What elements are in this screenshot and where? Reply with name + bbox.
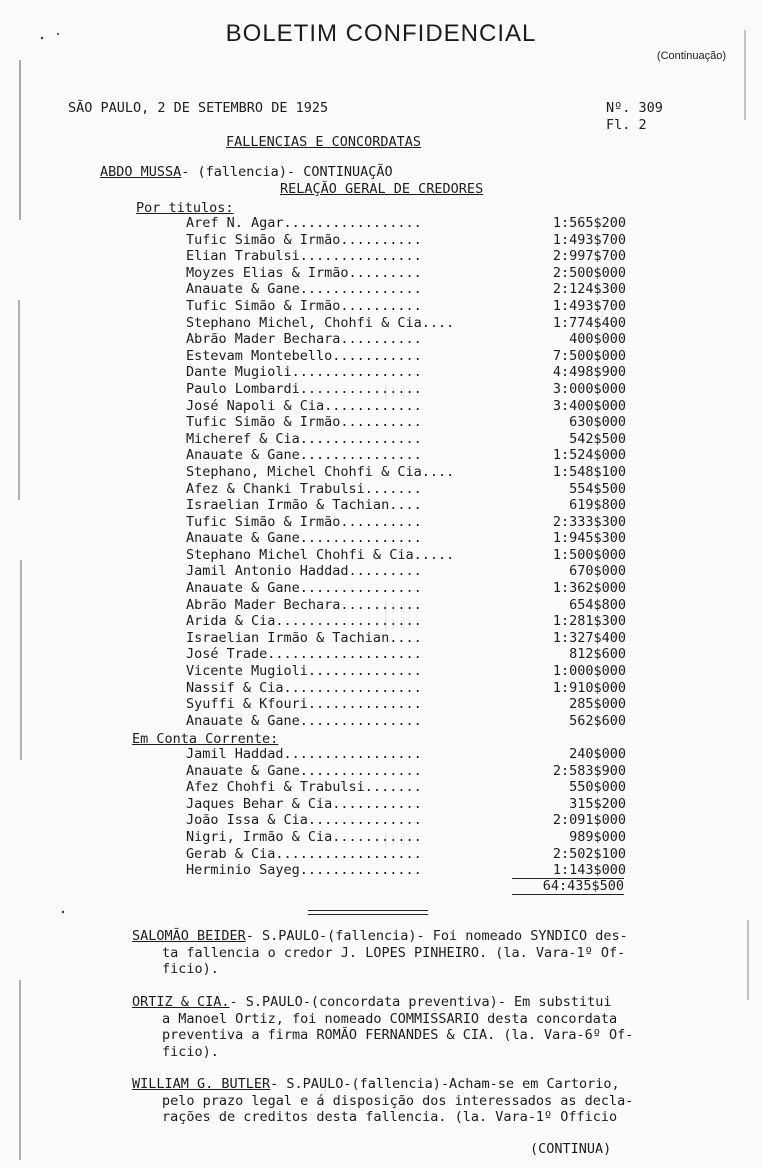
creditor-name: Elian Trabulsi...............: [186, 248, 422, 265]
creditor-row: [186, 364, 626, 381]
notice-subject: ORTIZ & CIA.: [132, 994, 230, 1010]
creditor-amount: 285$000: [569, 696, 626, 713]
creditor-name: Gerab & Cia..................: [186, 845, 422, 862]
titulos-label: Por titulos:: [136, 200, 234, 216]
creditor-row: [186, 763, 626, 780]
notice-subject: SALOMÃO BEIDER: [132, 928, 246, 944]
creditor-amount: 630$000: [569, 414, 626, 431]
place-date: SÃO PAULO, 2 DE SETEMBRO DE 1925: [68, 100, 329, 116]
creditor-row: [186, 530, 626, 547]
creditor-name: Jamil Haddad.................: [186, 746, 422, 762]
creditor-amount: 1:565$200: [552, 215, 626, 231]
creditor-row: [186, 265, 626, 282]
creditor-name: Afez & Chanki Trabulsi.......: [186, 480, 422, 497]
creditor-name: Paulo Lombardi...............: [186, 380, 422, 397]
creditor-row: [186, 232, 626, 249]
creditor-name: Anauate & Gane...............: [186, 762, 422, 779]
creditor-row: [186, 796, 626, 813]
notice-ortiz-cia: [132, 994, 732, 1060]
page-number: Fl. 2: [606, 117, 647, 133]
creditor-name: Anauate & Gane...............: [186, 530, 422, 547]
creditor-row: [186, 663, 626, 680]
creditor-name: Anauate & Gane...............: [186, 580, 422, 597]
creditor-amount: 2:502$100: [552, 845, 626, 862]
creditor-amount: 989$000: [569, 828, 626, 845]
creditor-name: Moyzes Elias & Irmão.........: [186, 264, 422, 281]
creditor-row: [186, 713, 626, 730]
creditor-name: Herminio Sayeg...............: [186, 862, 422, 879]
case-heading: [100, 164, 393, 180]
creditor-amount: 1:327$400: [552, 629, 626, 646]
creditor-row: [186, 497, 626, 514]
creditor-name: Tufic Simão & Irmão..........: [186, 513, 422, 530]
notice-william-butler: [132, 1076, 732, 1126]
creditor-row: [186, 846, 626, 863]
creditor-amount: 562$600: [569, 712, 626, 729]
continua-footer: (CONTINUA): [530, 1141, 612, 1157]
creditor-amount: 315$200: [569, 795, 626, 812]
creditor-name: João Issa & Cia..............: [186, 812, 422, 829]
creditor-amount: 1:524$000: [552, 447, 626, 464]
titulos-creditor-list: [186, 215, 626, 729]
notice-subject: WILLIAM G. BUTLER: [132, 1076, 271, 1092]
creditor-row: [186, 829, 626, 846]
creditor-row: [186, 646, 626, 663]
creditor-row: [186, 331, 626, 348]
notice-text: ficio).: [162, 961, 219, 977]
notice-text: ta fallencia o credor J. LOPES PINHEIRO. (la. Vara-1º Of-: [162, 944, 626, 961]
creditor-row: [186, 281, 626, 298]
creditor-name: Aref N. Agar.................: [186, 215, 422, 231]
creditor-name: Nassif & Cia.................: [186, 679, 422, 696]
creditor-name: Tufic Simão & Irmão..........: [186, 297, 422, 314]
creditor-name: Tufic Simão & Irmão..........: [186, 231, 422, 248]
creditor-amount: 2:583$900: [552, 762, 626, 779]
creditor-row: [186, 746, 626, 763]
creditor-name: Afez Chohfi & Trabulsi.......: [186, 779, 422, 796]
creditor-amount: 1:548$100: [552, 463, 626, 480]
creditor-amount: 1:910$000: [552, 679, 626, 696]
creditor-amount: 1:500$000: [552, 546, 626, 563]
creditor-name: Stephano, Michel Chohfi & Cia....: [186, 463, 455, 480]
conta-corrente-creditor-list: [186, 746, 626, 879]
separator-rule: [308, 910, 428, 911]
creditor-row: [186, 597, 626, 614]
creditor-row: [186, 398, 626, 415]
creditor-row: [186, 696, 626, 713]
creditor-name: Estevam Montebello...........: [186, 347, 422, 364]
creditor-row: [186, 315, 626, 332]
notice-text: - S.PAULO-(concordata preventiva)- Em substitui: [229, 994, 612, 1010]
creditor-amount: 3:400$000: [552, 397, 626, 414]
creditor-row: [186, 464, 626, 481]
creditor-name: Jamil Antonio Haddad.........: [186, 563, 422, 580]
creditor-amount: 542$500: [569, 430, 626, 447]
creditor-row: [186, 381, 626, 398]
creditor-amount: 400$000: [569, 331, 626, 348]
creditor-row: [186, 248, 626, 265]
creditor-name: José Napoli & Cia............: [186, 397, 422, 414]
creditor-amount: 812$600: [569, 646, 626, 663]
creditor-name: Anauate & Gane...............: [186, 712, 422, 729]
creditor-row: [186, 680, 626, 697]
creditor-amount: 1:000$000: [552, 663, 626, 680]
creditor-amount: 554$500: [569, 480, 626, 497]
creditor-amount: 2:124$300: [552, 281, 626, 298]
creditor-name: Arida & Cia..................: [186, 613, 422, 630]
creditor-row: [186, 447, 626, 464]
creditor-name: Micheref & Cia...............: [186, 430, 422, 447]
creditor-name: Tufic Simão & Irmão..........: [186, 414, 422, 431]
notice-salomao-beider: [132, 928, 732, 978]
creditor-row: [186, 563, 626, 580]
creditor-row: [186, 779, 626, 796]
creditor-amount: 1:493$700: [552, 231, 626, 248]
creditor-name: Israelian Irmão & Tachian....: [186, 497, 422, 514]
creditor-name: Abrão Mader Bechara..........: [186, 596, 422, 613]
creditor-name: Syuffi & Kfouri..............: [186, 696, 422, 713]
separator-rule: [308, 914, 428, 915]
creditor-name: Abrão Mader Bechara..........: [186, 331, 422, 348]
creditor-name: Anauate & Gane...............: [186, 447, 422, 464]
total-amount: 64:435$500: [512, 878, 624, 895]
creditor-amount: 1:774$400: [552, 314, 626, 331]
creditor-amount: 2:333$300: [552, 513, 626, 530]
notice-text: ficio).: [162, 1043, 219, 1060]
creditor-amount: 7:500$000: [552, 347, 626, 364]
case-subject: ABDO MUSSA: [100, 164, 182, 180]
creditor-row: [186, 862, 626, 879]
creditor-row: [186, 348, 626, 365]
creditor-amount: 4:498$900: [552, 364, 626, 381]
creditor-row: [186, 547, 626, 564]
creditor-amount: 3:000$000: [552, 380, 626, 397]
creditor-amount: 1:362$000: [552, 580, 626, 597]
creditor-amount: 550$000: [569, 779, 626, 796]
creditor-amount: 619$800: [569, 497, 626, 514]
creditors-heading: RELAÇÃO GERAL DE CREDORES: [280, 181, 484, 197]
creditor-amount: 2:997$700: [552, 248, 626, 265]
section-title: FALLENCIAS E CONCORDATAS: [226, 134, 422, 150]
creditor-amount: 670$000: [569, 563, 626, 580]
creditor-name: Stephano Michel Chohfi & Cia.....: [186, 546, 455, 563]
creditor-row: [186, 215, 626, 232]
document-title: BOLETIM CONFIDENCIAL: [225, 20, 537, 47]
notice-text: - S.PAULO-(fallencia)-Acham-se em Cartorio,: [270, 1076, 620, 1092]
creditor-row: [186, 580, 626, 597]
creditor-amount: 1:143$000: [552, 862, 626, 879]
creditor-row: [186, 514, 626, 531]
creditor-row: [186, 812, 626, 829]
notice-text: pelo prazo legal e á disposição dos interessados as decla-: [162, 1092, 634, 1109]
creditor-name: Israelian Irmão & Tachian....: [186, 629, 422, 646]
creditor-row: [186, 630, 626, 647]
case-description: - (fallencia)- CONTINUAÇÃO: [181, 164, 393, 180]
creditor-name: Vicente Mugioli..............: [186, 663, 422, 680]
creditor-amount: 1:281$300: [552, 613, 626, 630]
notice-text: rações de creditos desta fallencia. (la. Vara-1º Officio: [162, 1109, 618, 1125]
creditor-name: Nigri, Irmão & Cia...........: [186, 828, 422, 845]
conta-corrente-label: Em Conta Corrente:: [132, 731, 279, 747]
creditor-row: [186, 431, 626, 448]
creditor-row: [186, 414, 626, 431]
creditor-amount: 654$800: [569, 596, 626, 613]
notice-text: preventiva a firma ROMÃO FERNANDES & CIA. (la. Vara-6º Of-: [162, 1027, 634, 1043]
creditor-amount: 1:945$300: [552, 530, 626, 547]
creditor-row: [186, 298, 626, 315]
creditor-amount: 240$000: [569, 746, 626, 762]
creditor-amount: 2:091$000: [552, 812, 626, 829]
notice-text: - S.PAULO-(fallencia)- Foi nomeado SYNDICO des-: [245, 928, 628, 944]
bulletin-number: Nº. 309: [606, 100, 663, 116]
notice-text: a Manoel Ortiz, foi nomeado COMMISSARIO desta concordata: [162, 1010, 618, 1027]
creditor-amount: 1:493$700: [552, 297, 626, 314]
creditor-name: Dante Mugioli................: [186, 364, 422, 381]
continuation-label: (Continuação): [656, 50, 726, 62]
creditor-amount: 2:500$000: [552, 264, 626, 281]
creditor-row: [186, 481, 626, 498]
creditor-name: Anauate & Gane...............: [186, 281, 422, 298]
creditor-name: José Trade...................: [186, 646, 422, 663]
creditor-name: Stephano Michel, Chohfi & Cia....: [186, 314, 455, 331]
creditor-row: [186, 613, 626, 630]
creditor-name: Jaques Behar & Cia...........: [186, 795, 422, 812]
